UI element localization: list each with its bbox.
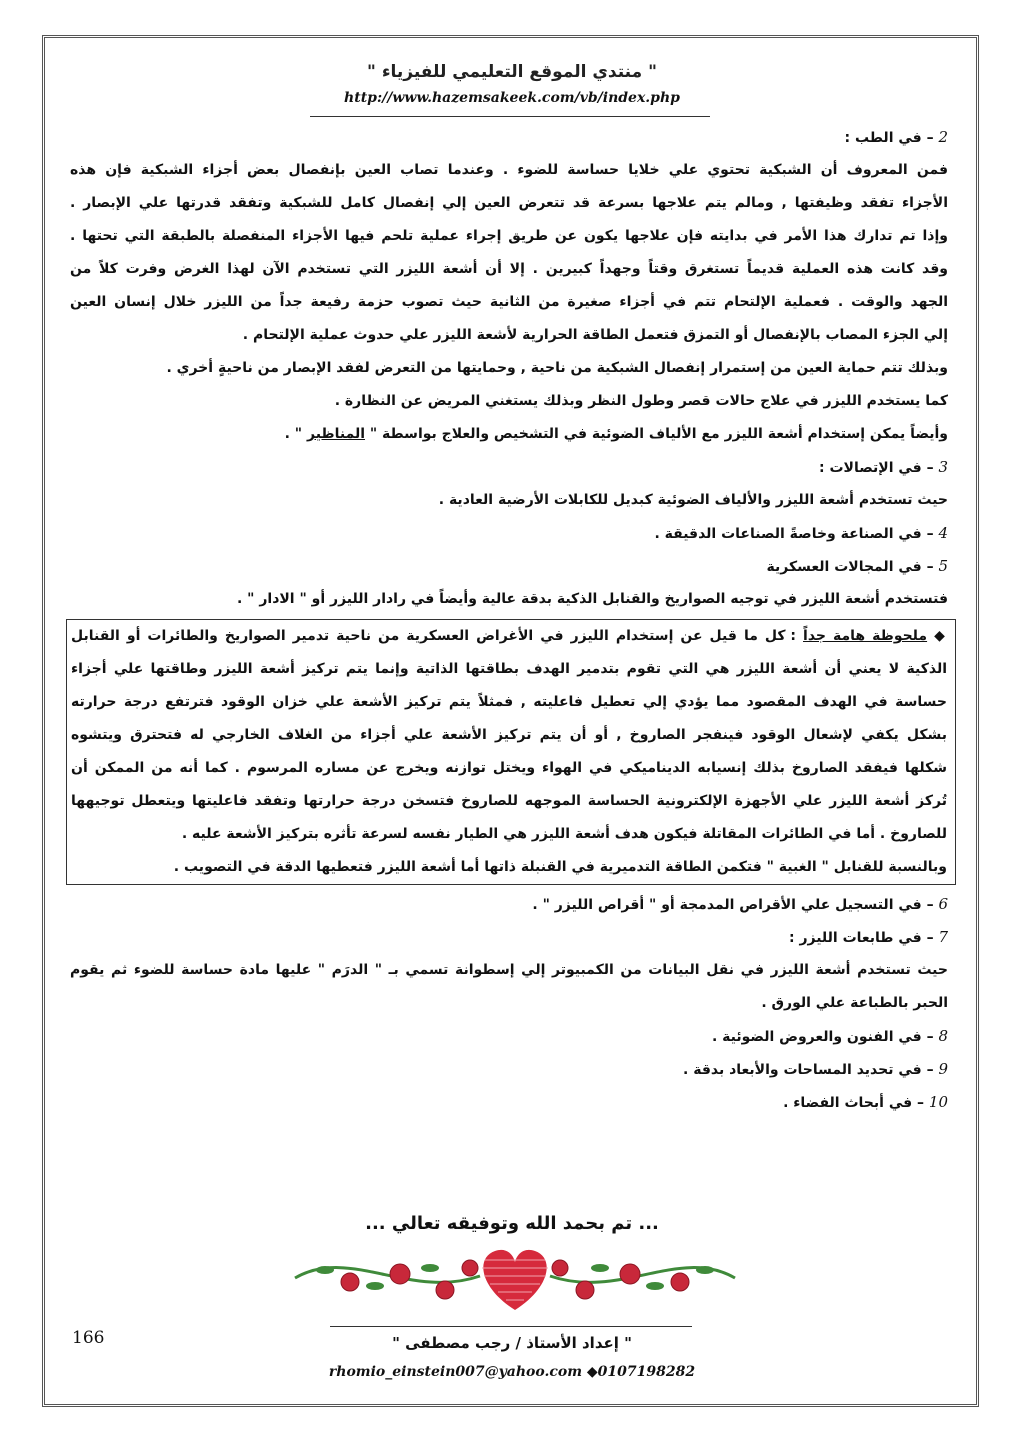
section-heading-printers: 7 – في طابعات الليزر : (788, 928, 948, 946)
heart-roses-ornament-icon (280, 1238, 750, 1316)
paragraph-line: وبذلك تتم حماية العين من إستمرار إنفصال الشبكية من ناحية , وحمايتها من التعرض لفقد الإبصار من ناحيةٍ أخري . (166, 360, 948, 376)
paragraph-line: وإذا تم تدارك هذا الأمر في بدايته فإن علاجها يكون عن طريق إجراء عملية تلحم فيها الأجزاء المنفصلة بالطبقة التي تحتها . (70, 228, 948, 244)
paragraph-line: حيث تستخدم أشعة الليزر والألياف الضوئية كبديل للكابلات الأرضية العادية . (438, 492, 948, 508)
note-line: حساسة في الهدف المقصود مما يؤدي إلي تعطيل فاعليته , فمثلاً يتم تركيز الأشعة علي خزان الوقود فترتفع درجة حرارته (71, 694, 947, 710)
author-contact: rhomio_einstein007@yahoo.com ◆0107198282 (328, 1364, 696, 1380)
paragraph-line: حيث تستخدم أشعة الليزر في نقل البيانات من الكمبيوتر إلي إسطوانة تسمي بـ " الدرَم " عليها مادة حساسة للضوء ثم يقوم (70, 962, 948, 978)
note-line: بشكل يكفي لإشعال الوقود فينفجر الصاروخ , أو أن يتم تركيز الأشعة علي أجزاء من الغلاف الخارجي له فتحترق ويتشوه (71, 727, 947, 743)
section-heading-measurement: 9 – في تحديد المساحات والأبعاد بدقة . (683, 1060, 948, 1078)
section-heading-military: 5 – في المجالات العسكرية (766, 557, 948, 575)
section-heading-arts: 8 – في الفنون والعروض الضوئية . (711, 1027, 948, 1045)
important-note-box (66, 619, 956, 885)
section-heading-medicine: 2 – في الطب : (844, 128, 948, 146)
footer-divider (330, 1326, 692, 1327)
paragraph-line: إلي الجزء المصاب بالإنفصال أو التمزق فتعمل الطاقة الحرارية لأشعة الليزر علي حدوث عملية الإلتحام . (242, 327, 948, 343)
paragraph-line: الحبر بالطباعة علي الورق . (761, 995, 948, 1011)
paragraph-line: وقد كانت هذه العملية قديماً تستغرق وقتاً وجهداً كبيرين . إلا أن أشعة الليزر التي تستخدم الآن لهذا الغرض وفرت كلاً من (70, 261, 948, 277)
note-line: ◆ ملحوظة هامة جداً : كل ما قيل عن إستخدام الليزر في الأغراض العسكرية من ناحية تدمير الصواريخ والطائرات أو القنابل (71, 628, 947, 644)
note-line: شكلها فيفقد الصاروخ بذلك إنسيابه الديناميكي في الهواء ويختل توازنه ويخرج عن مساره المرسوم . كما أنه من الممكن أن (71, 760, 947, 776)
note-line: وبالنسبة للقنابل " الغبية " فتكمن الطاقة التدميرية في القنبلة ذاتها أما أشعة الليزر فتعطيها الدقة في التصويب . (173, 859, 947, 875)
paragraph-line: فمن المعروف أن الشبكية تحتوي علي خلايا حساسة للضوء . وعندما تصاب العين بإنفصال بعض أجزاء الشبكية فإن هذه (70, 162, 948, 178)
author-credit: " إعداد الأستاذ / رجب مصطفى " (392, 1334, 632, 1352)
note-label: ملحوظة هامة جداً (803, 628, 928, 644)
paragraph-line: الأجزاء تفقد وظيفتها , ومالم يتم علاجها بسرعة قد تتعرض العين إلي إنفصال كامل للشبكية وتفقد قدرتها علي الإبصار . (70, 195, 948, 211)
section-heading-recording: 6 – في التسجيل علي الأقراص المدمجة أو " أقراص الليزر " . (532, 895, 948, 913)
paragraph-line: فتستخدم أشعة الليزر في توجيه الصواريخ والقنابل الذكية بدقة عالية وأيضاً في رادار الليزر أو " الادار " . (236, 591, 948, 607)
paragraph-line: الجهد والوقت . فعملية الإلتحام تتم في أجزاء صغيرة من الثانية حيث تصوب حزمة رفيعة جداً من الليزر خلال إنسان العين (70, 294, 948, 310)
note-line: للصاروخ . أما في الطائرات المقاتلة فيكون هدف أشعة الليزر هي الطيار نفسه لسرعة تأثره بتركيز الأشعة عليه . (181, 826, 947, 842)
closing-phrase: ... تم بحمد الله وتوفيقه تعالي ... (365, 1213, 659, 1234)
note-line: تُركز أشعة الليزر علي الأجهزة الإلكترونية الحساسة الموجهه للصاروخ فتسخن درجة حرارتها وتفقد فاعليتها ويتعطل توجيهها (71, 793, 947, 809)
section-heading-space: 10 – في أبحاث الفضاء . (783, 1093, 948, 1111)
paragraph-line: وأيضاً يمكن إستخدام أشعة الليزر مع الألياف الضوئية في التشخيص والعلاج بواسطة " المناظير " . (284, 426, 948, 442)
endoscopes-term: المناظير (306, 426, 366, 442)
page-number: 166 (72, 1328, 105, 1348)
section-heading-industry: 4 – في الصناعة وخاصةً الصناعات الدقيقة . (654, 524, 948, 542)
forum-url: http://www.hazemsakeek.com/vb/index.php (344, 90, 680, 106)
note-line: الذكية لا يعني أن أشعة الليزر هي التي تقوم بتدمير الهدف بطاقتها الذاتية وإنما يتم تركيز أشعة الليزر وطاقتها علي أجزاء (71, 661, 947, 677)
forum-title: " منتدي الموقع التعليمي للفيزياء " (367, 62, 657, 82)
diamond-bullet-icon: ◆ (934, 628, 947, 644)
section-heading-communications: 3 – في الإتصالات : (819, 458, 948, 476)
article-body (70, 121, 948, 1119)
paragraph-line: كما يستخدم الليزر في علاج حالات قصر وطول النظر وبذلك يستغني المريض عن النظارة . (334, 393, 948, 409)
header-divider (310, 116, 710, 117)
